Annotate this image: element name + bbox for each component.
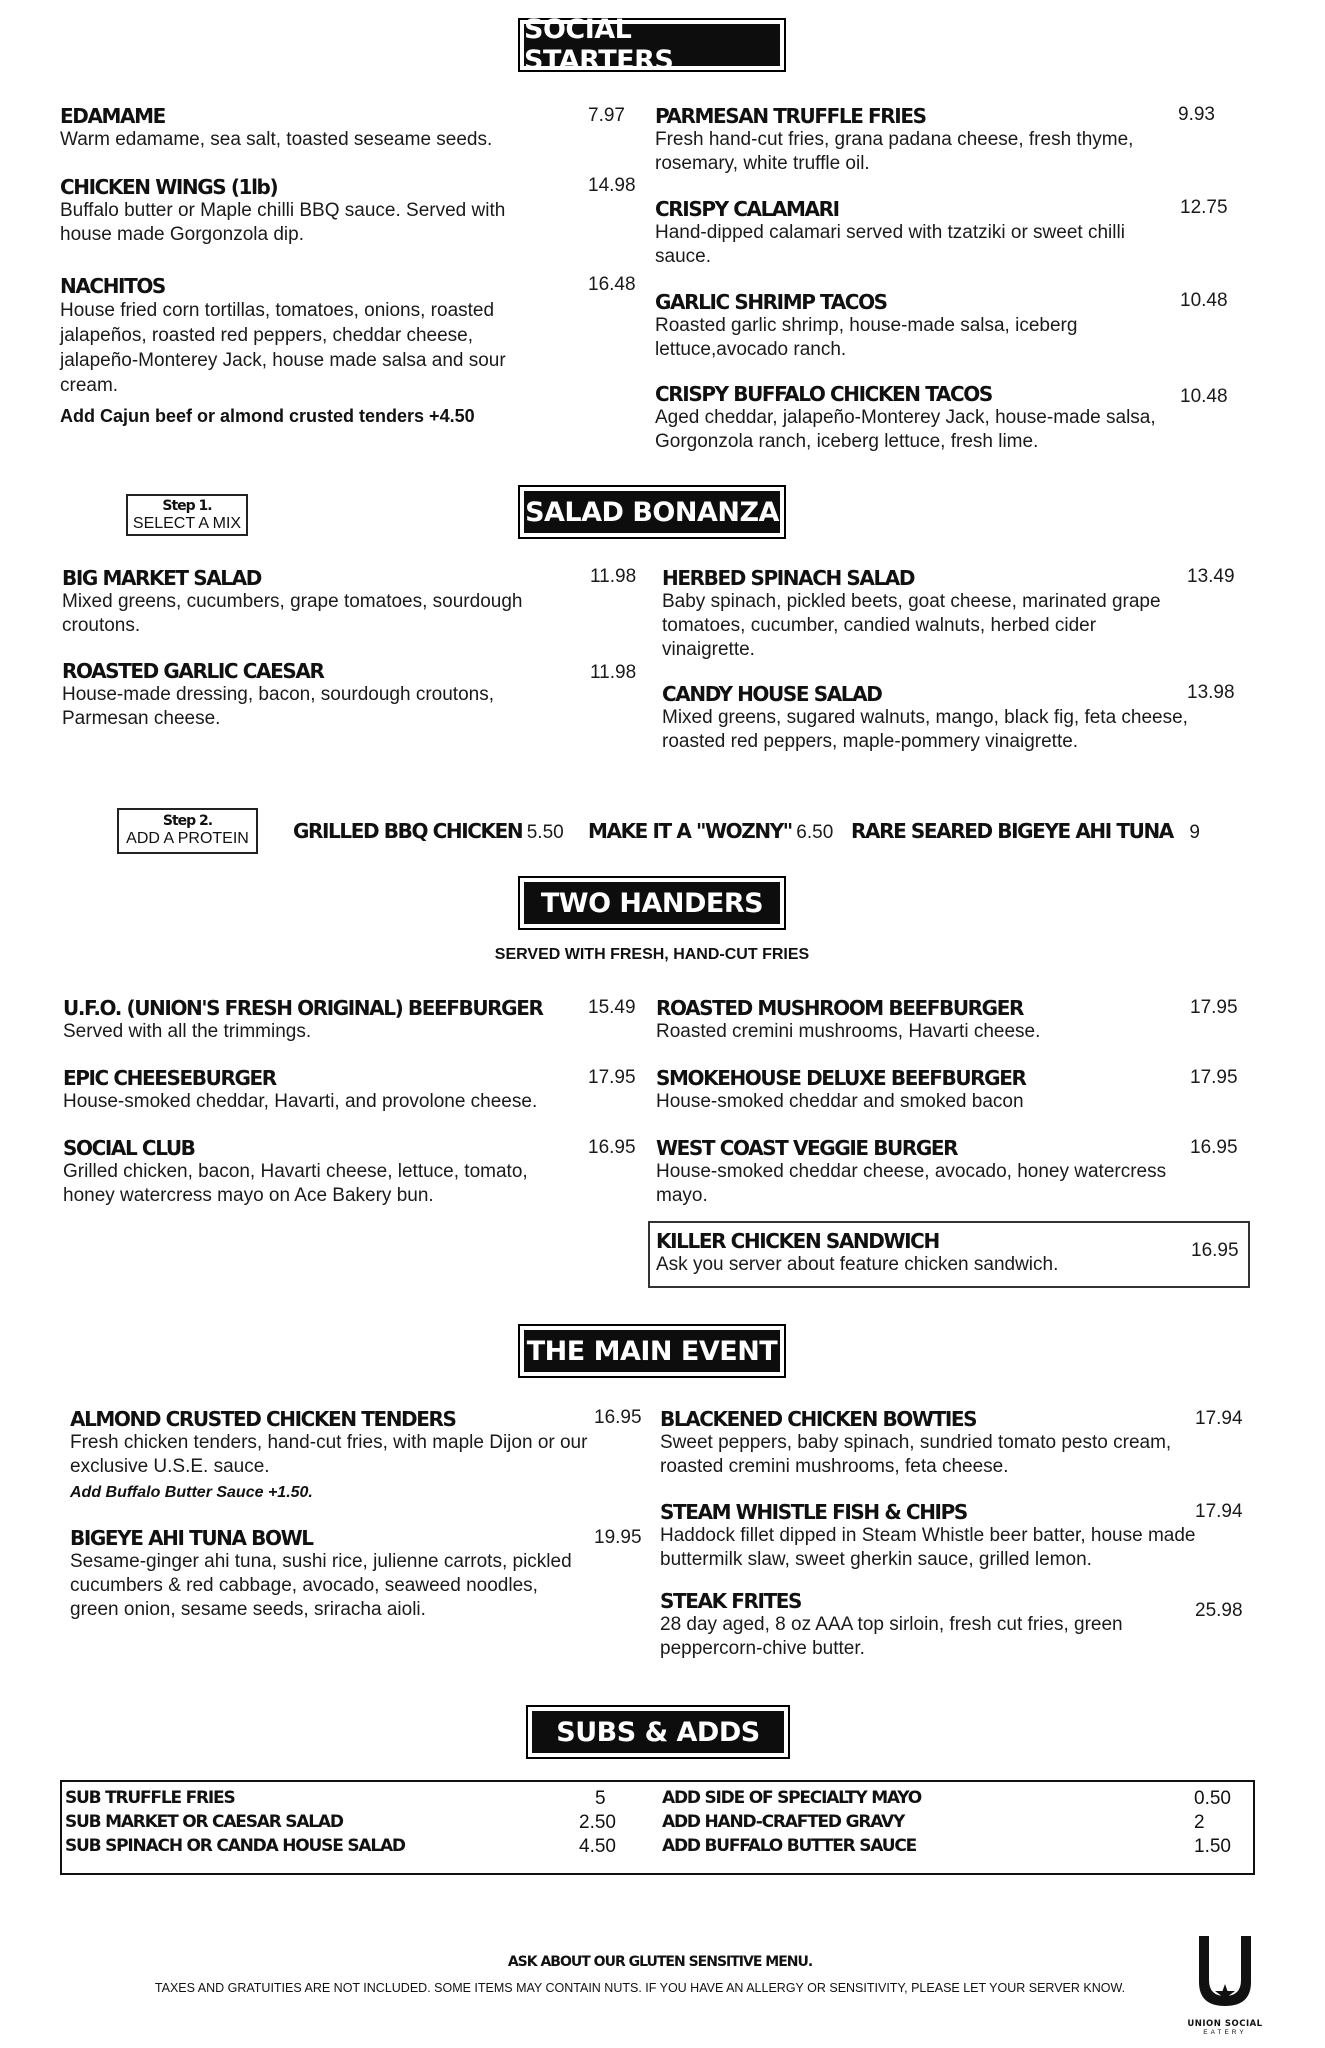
item-name: CRISPY BUFFALO CHICKEN TACOS <box>655 382 992 406</box>
protein-option <box>293 819 564 845</box>
item-name: WEST COAST VEGGIE BURGER <box>656 1136 958 1160</box>
section-banner-subs-adds <box>526 1705 790 1759</box>
item-name: EPIC CHEESEBURGER <box>63 1066 276 1090</box>
item-description: Mixed greens, cucumbers, grape tomatoes, sourdough croutons. <box>62 591 523 636</box>
add-item-price: 1.50 <box>1194 1836 1231 1857</box>
item-price: 17.94 <box>1195 1501 1243 1522</box>
sub-item-price: 5 <box>595 1788 606 1809</box>
item-name: EDAMAME <box>60 104 165 128</box>
add-item-name: ADD HAND-CRAFTED GRAVY <box>662 1812 905 1832</box>
item-price: 11.98 <box>590 566 637 587</box>
item-price: 9.93 <box>1178 104 1215 125</box>
item-name: SMOKEHOUSE DELUXE BEEFBURGER <box>656 1066 1026 1090</box>
item-description: Served with all the trimmings. <box>63 1021 312 1042</box>
section-title: THE MAIN EVENT <box>524 1330 780 1372</box>
item-name: ALMOND CRUSTED CHICKEN TENDERS <box>70 1407 456 1431</box>
gluten-notice: ASK ABOUT OUR GLUTEN SENSITIVE MENU. <box>507 1954 813 1970</box>
step-title: Step 2. <box>162 813 213 829</box>
menu-item <box>63 996 593 1044</box>
add-item-price: 2 <box>1194 1812 1205 1833</box>
item-name: HERBED SPINACH SALAD <box>662 566 915 590</box>
item-name: STEAM WHISTLE FISH & CHIPS <box>660 1500 967 1524</box>
item-name: SOCIAL CLUB <box>63 1136 195 1160</box>
section-title: SOCIAL STARTERS <box>524 24 780 66</box>
item-description: Fresh hand-cut fries, grana padana cheese, fresh thyme, rosemary, white truffle oil. <box>655 129 1134 174</box>
add-item-name: ADD BUFFALO BUTTER SAUCE <box>662 1836 917 1856</box>
menu-item <box>655 290 1175 362</box>
item-price: 12.75 <box>1180 197 1228 218</box>
section-note: SERVED WITH FRESH, HAND-CUT FRIES <box>494 946 810 963</box>
item-description: Warm edamame, sea salt, toasted seseame seeds. <box>60 129 493 150</box>
item-name: BLACKENED CHICKEN BOWTIES <box>660 1407 977 1431</box>
menu-item <box>62 566 582 638</box>
menu-item <box>662 682 1192 754</box>
subs-adds-box <box>60 1780 1255 1875</box>
item-description: House-smoked cheddar and smoked bacon <box>656 1091 1024 1112</box>
protein-name: GRILLED BBQ CHICKEN <box>293 819 523 843</box>
menu-item <box>656 996 1196 1044</box>
sub-item-name: SUB MARKET OR CAESAR SALAD <box>65 1812 343 1832</box>
add-item-name: ADD SIDE OF SPECIALTY MAYO <box>662 1788 922 1808</box>
item-name: KILLER CHICKEN SANDWICH <box>656 1229 939 1253</box>
item-description: Roasted garlic shrimp, house-made salsa, iceberg lettuce,avocado ranch. <box>655 315 1078 360</box>
menu-item <box>655 197 1175 269</box>
item-price: 17.94 <box>1195 1408 1243 1429</box>
protein-name: MAKE IT A "WOZNY" <box>588 819 792 843</box>
item-name: CRISPY CALAMARI <box>655 197 839 221</box>
item-description: Sweet peppers, baby spinach, sundried tomato pesto cream, roasted cremini mushrooms, feta cheese. <box>660 1432 1172 1477</box>
item-price: 16.95 <box>588 1137 636 1158</box>
add-item-price: 0.50 <box>1194 1788 1231 1809</box>
item-name: CANDY HOUSE SALAD <box>662 682 882 706</box>
item-price: 7.97 <box>588 105 625 126</box>
item-name: STEAK FRITES <box>660 1589 802 1613</box>
section-title: SUBS & ADDS <box>532 1711 784 1753</box>
item-price: 10.48 <box>1180 386 1228 407</box>
item-description: Roasted cremini mushrooms, Havarti cheese. <box>656 1021 1041 1042</box>
item-price: 15.49 <box>588 997 636 1018</box>
item-name: U.F.O. (UNION'S FRESH ORIGINAL) BEEFBURGER <box>63 996 543 1020</box>
item-price: 17.95 <box>1190 1067 1238 1088</box>
step-2-box <box>117 808 258 854</box>
item-price: 16.95 <box>1191 1240 1239 1261</box>
item-price: 25.98 <box>1195 1600 1243 1621</box>
item-name: PARMESAN TRUFFLE FRIES <box>655 104 926 128</box>
section-banner-social-starters <box>518 14 786 76</box>
item-description: House fried corn tortillas, tomatoes, onions, roasted jalapeños, roasted red peppers, cheddar cheese, jalapeño-Monterey Jack, house made salsa and sour cream. <box>60 300 506 396</box>
item-note: Add Buffalo Butter Sauce +1.50. <box>70 1484 313 1501</box>
item-name: GARLIC SHRIMP TACOS <box>655 290 887 314</box>
menu-item <box>63 1136 573 1208</box>
menu-item <box>60 175 560 247</box>
item-price: 17.95 <box>588 1067 636 1088</box>
item-description: Baby spinach, pickled beets, goat cheese, marinated grape tomatoes, cucumber, candied walnuts, herbed cider vinaigrette. <box>662 591 1161 660</box>
item-price: 16.48 <box>588 274 636 295</box>
item-name: ROASTED GARLIC CAESAR <box>62 659 324 683</box>
featured-item-box <box>648 1221 1250 1288</box>
protein-price: 5.50 <box>526 822 564 843</box>
section-title: TWO HANDERS <box>524 882 780 924</box>
item-description: House-smoked cheddar cheese, avocado, honey watercress mayo. <box>656 1161 1167 1206</box>
menu-item <box>655 104 1175 176</box>
item-note: Add Cajun beef or almond crusted tenders +4.50 <box>60 406 475 426</box>
menu-item <box>70 1407 590 1505</box>
section-title: SALAD BONANZA <box>524 491 780 533</box>
protein-price: 6.50 <box>796 822 834 843</box>
menu-item <box>60 104 580 152</box>
menu-item <box>660 1407 1200 1479</box>
sub-item-price: 2.50 <box>579 1812 616 1833</box>
menu-item <box>660 1589 1180 1661</box>
menu-item <box>63 1066 593 1114</box>
section-banner-salad-bonanza <box>518 485 786 539</box>
item-price: 11.98 <box>590 662 637 683</box>
protein-name: RARE SEARED BIGEYE AHI TUNA <box>851 819 1173 843</box>
item-price: 16.95 <box>594 1407 642 1428</box>
union-u-icon <box>1185 1934 1265 2012</box>
item-name: ROASTED MUSHROOM BEEFBURGER <box>656 996 1023 1020</box>
item-description: House-made dressing, bacon, sourdough croutons, Parmesan cheese. <box>62 684 494 729</box>
item-price: 19.95 <box>594 1527 642 1548</box>
item-description: House-smoked cheddar, Havarti, and provolone cheese. <box>63 1091 538 1112</box>
section-banner-main-event <box>518 1324 786 1378</box>
item-description: Grilled chicken, bacon, Havarti cheese, lettuce, tomato, honey watercress mayo on Ace Bakery bun. <box>63 1161 528 1206</box>
menu-item <box>662 566 1192 662</box>
item-description: Haddock fillet dipped in Steam Whistle beer batter, house made buttermilk slaw, sweet gherkin sauce, grilled lemon. <box>660 1525 1196 1570</box>
item-description: Sesame-ginger ahi tuna, sushi rice, julienne carrots, pickled cucumbers & red cabbage, avocado, seaweed noodles, green onion, sesame seeds, sriracha aioli. <box>70 1551 572 1620</box>
protein-option <box>588 819 833 845</box>
logo-subtitle: EATERY <box>1203 2029 1247 2036</box>
item-description: Buffalo butter or Maple chilli BBQ sauce. Served with house made Gorgonzola dip. <box>60 200 506 245</box>
item-price: 17.95 <box>1190 997 1238 1018</box>
footer-disclaimer: TAXES AND GRATUITIES ARE NOT INCLUDED. SOME ITEMS MAY CONTAIN NUTS. IF YOU HAVE AN ALLERGY OR SENSITIVITY, PLEASE LET YOUR SERVER KNOW. <box>154 1981 1126 1995</box>
item-name: CHICKEN WINGS (1lb) <box>60 175 278 199</box>
protein-option <box>851 819 1200 845</box>
sub-item-name: SUB SPINACH OR CANDA HOUSE SALAD <box>65 1836 405 1856</box>
menu-item <box>60 274 550 428</box>
item-name: NACHITOS <box>60 274 165 298</box>
step-1-box <box>126 494 248 536</box>
logo-wordmark: UNION SOCIAL <box>1187 2019 1263 2029</box>
item-price: 16.95 <box>1190 1137 1238 1158</box>
item-name: BIG MARKET SALAD <box>62 566 261 590</box>
menu-item <box>70 1526 590 1622</box>
menu-item <box>656 1229 1176 1277</box>
item-description: Hand-dipped calamari served with tzatziki or sweet chilli sauce. <box>655 222 1125 267</box>
item-description: Aged cheddar, jalapeño-Monterey Jack, house-made salsa, Gorgonzola ranch, iceberg lettuce, fresh lime. <box>655 407 1156 452</box>
step-subtitle: ADD A PROTEIN <box>126 830 249 847</box>
step-title: Step 1. <box>162 498 212 514</box>
menu-item <box>656 1066 1196 1114</box>
item-price: 14.98 <box>588 175 636 196</box>
protein-price: 9 <box>1189 822 1200 843</box>
menu-item <box>655 382 1185 454</box>
item-description: Fresh chicken tenders, hand-cut fries, with maple Dijon or our exclusive U.S.E. sauce. <box>70 1432 588 1477</box>
item-description: 28 day aged, 8 oz AAA top sirloin, fresh cut fries, green peppercorn-chive butter. <box>660 1614 1123 1659</box>
item-price: 10.48 <box>1180 290 1228 311</box>
menu-item <box>62 659 562 731</box>
sub-item-price: 4.50 <box>579 1836 616 1857</box>
item-description: Ask you server about feature chicken sandwich. <box>656 1254 1059 1275</box>
item-description: Mixed greens, sugared walnuts, mango, black fig, feta cheese, roasted red peppers, maple-pommery vinaigrette. <box>662 707 1188 752</box>
menu-item <box>660 1500 1200 1572</box>
item-price: 13.98 <box>1187 682 1235 703</box>
menu-item <box>656 1136 1196 1208</box>
step-subtitle: SELECT A MIX <box>132 515 242 532</box>
union-social-logo <box>1185 1934 1265 2042</box>
sub-item-name: SUB TRUFFLE FRIES <box>65 1788 235 1808</box>
item-price: 13.49 <box>1187 566 1235 587</box>
item-name: BIGEYE AHI TUNA BOWL <box>70 1526 313 1550</box>
section-banner-two-handers <box>518 876 786 930</box>
